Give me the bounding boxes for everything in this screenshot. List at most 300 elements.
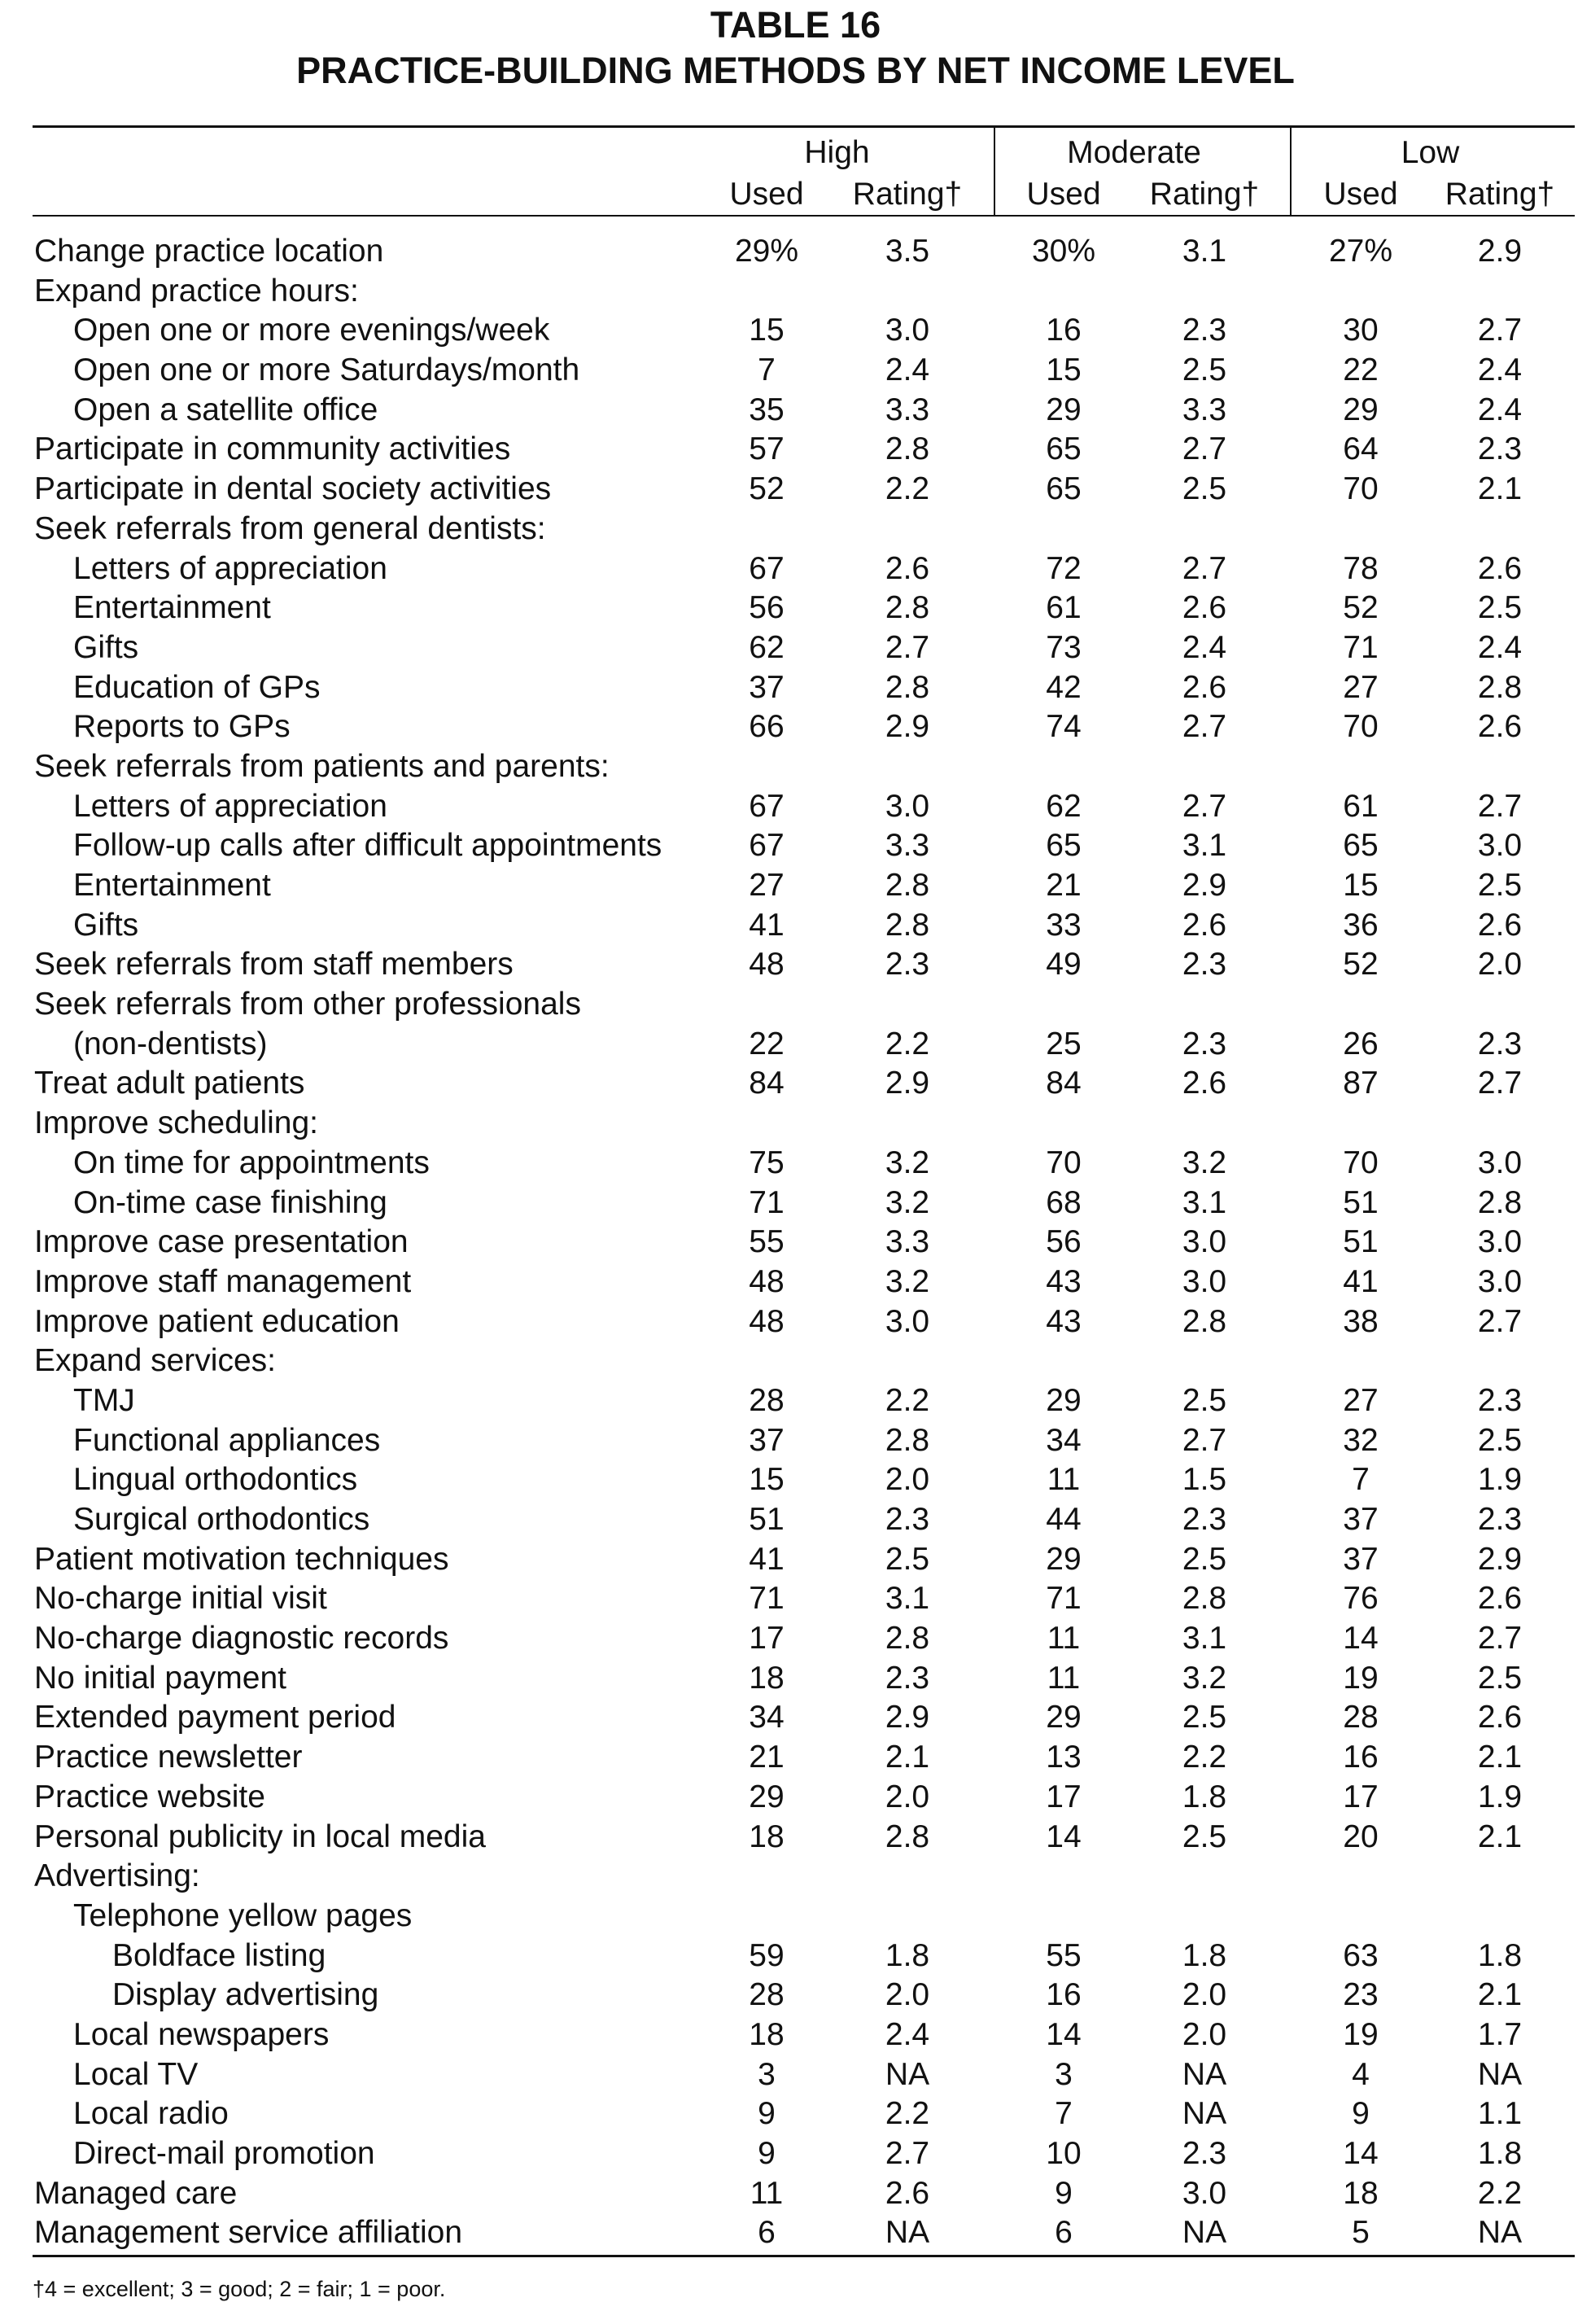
row-label: No initial payment xyxy=(34,1660,286,1696)
rating-cell: 2.2 xyxy=(1182,1740,1227,1775)
rating-cell: 1.8 xyxy=(1477,1937,1523,1973)
used-cell: 6 xyxy=(1055,2215,1073,2251)
rating-cell: 2.1 xyxy=(1477,1818,1523,1854)
table-row xyxy=(0,1144,1591,1184)
rating-cell: 2.3 xyxy=(1477,431,1523,467)
rating-cell: 2.6 xyxy=(885,2175,930,2211)
used-cell: 26 xyxy=(1343,1026,1379,1061)
used-cell: 9 xyxy=(1055,2175,1073,2211)
rating-cell: 2.5 xyxy=(1182,1382,1227,1418)
row-label: Education of GPs xyxy=(73,669,321,705)
rating-cell: 3.2 xyxy=(885,1184,930,1220)
used-cell: 37 xyxy=(749,669,785,705)
table-row xyxy=(0,628,1591,668)
table-row xyxy=(0,272,1591,312)
rating-cell: 3.0 xyxy=(885,788,930,824)
group-header-low: Low xyxy=(1401,135,1460,170)
rating-cell: 2.3 xyxy=(1182,1026,1227,1061)
used-cell: 29% xyxy=(734,234,799,269)
used-cell: 9 xyxy=(758,2136,776,2171)
table-row xyxy=(0,1500,1591,1540)
table-row xyxy=(0,1818,1591,1858)
rating-cell: 1.8 xyxy=(885,1937,930,1973)
row-label: (non-dentists) xyxy=(73,1026,268,1061)
rating-cell: 2.7 xyxy=(885,2136,930,2171)
used-cell: 56 xyxy=(749,590,785,626)
table-row xyxy=(0,787,1591,827)
used-cell: 67 xyxy=(749,550,785,586)
rating-cell: 2.7 xyxy=(1477,1303,1523,1339)
rating-cell: 2.0 xyxy=(885,1462,930,1498)
row-label: Participate in dental society activities xyxy=(34,471,552,507)
rating-cell: 2.6 xyxy=(1477,550,1523,586)
rating-cell: 2.8 xyxy=(1182,1303,1227,1339)
used-cell: 61 xyxy=(1343,788,1379,824)
rating-cell: 2.4 xyxy=(885,2016,930,2052)
rating-cell: 2.8 xyxy=(885,431,930,467)
row-label: Improve staff management xyxy=(34,1263,412,1299)
used-cell: 48 xyxy=(749,1303,785,1339)
used-cell: 28 xyxy=(1343,1700,1379,1735)
table-row xyxy=(0,2174,1591,2214)
rating-cell: NA xyxy=(885,2215,930,2251)
table-row xyxy=(0,2055,1591,2095)
rating-cell: 3.5 xyxy=(885,234,930,269)
used-cell: 65 xyxy=(1046,471,1082,507)
row-label: Local radio xyxy=(73,2096,229,2132)
used-cell: 70 xyxy=(1343,709,1379,745)
rating-cell: 2.3 xyxy=(885,947,930,983)
rating-cell: 2.7 xyxy=(1477,788,1523,824)
table-row xyxy=(0,1937,1591,1976)
used-cell: 43 xyxy=(1046,1263,1082,1299)
used-cell: 48 xyxy=(749,947,785,983)
row-label: Practice website xyxy=(34,1779,265,1814)
row-label: Management service affiliation xyxy=(34,2215,463,2251)
used-cell: 64 xyxy=(1343,431,1379,467)
row-label: Advertising: xyxy=(34,1858,200,1894)
used-cell: 23 xyxy=(1343,1977,1379,2013)
row-label: Reports to GPs xyxy=(73,709,291,745)
used-cell: 27 xyxy=(1343,669,1379,705)
used-cell: 17 xyxy=(749,1621,785,1657)
used-cell: 42 xyxy=(1046,669,1082,705)
used-cell: 55 xyxy=(749,1224,785,1260)
rating-cell: 2.5 xyxy=(1182,1700,1227,1735)
row-label: Gifts xyxy=(73,629,139,665)
used-cell: 72 xyxy=(1046,550,1082,586)
used-cell: 41 xyxy=(1343,1263,1379,1299)
rating-cell: 2.5 xyxy=(1182,1541,1227,1577)
used-cell: 48 xyxy=(749,1263,785,1299)
used-cell: 65 xyxy=(1046,828,1082,864)
row-label: Personal publicity in local media xyxy=(34,1818,486,1854)
rating-cell: 3.0 xyxy=(1182,1263,1227,1299)
rating-cell: 2.3 xyxy=(1182,2136,1227,2171)
table-row xyxy=(0,311,1591,351)
header-rule xyxy=(33,215,1575,217)
subheader-used: Used xyxy=(729,177,804,212)
table-row xyxy=(0,2134,1591,2174)
row-label: Gifts xyxy=(73,907,139,943)
used-cell: 44 xyxy=(1046,1502,1082,1537)
rating-cell: 2.7 xyxy=(885,629,930,665)
table-row xyxy=(0,866,1591,906)
subheader-rating: Rating† xyxy=(852,177,963,212)
used-cell: 27 xyxy=(1343,1382,1379,1418)
used-cell: 34 xyxy=(749,1700,785,1735)
rating-cell: 2.1 xyxy=(1477,1740,1523,1775)
rating-cell: 3.0 xyxy=(1477,1144,1523,1180)
row-label: Seek referrals from other professionals xyxy=(34,987,581,1022)
table-row xyxy=(0,985,1591,1025)
rating-cell: 2.0 xyxy=(885,1779,930,1814)
row-label: Participate in community activities xyxy=(34,431,511,467)
rating-cell: 2.1 xyxy=(885,1740,930,1775)
used-cell: 15 xyxy=(1343,868,1379,903)
rating-cell: 2.4 xyxy=(1477,352,1523,388)
top-rule xyxy=(33,125,1575,128)
used-cell: 67 xyxy=(749,828,785,864)
table-row xyxy=(0,1263,1591,1302)
rating-cell: 2.3 xyxy=(1182,1502,1227,1537)
rating-cell: 2.7 xyxy=(1477,1066,1523,1101)
rating-cell: 3.3 xyxy=(1182,392,1227,427)
rating-cell: 2.6 xyxy=(1477,1700,1523,1735)
used-cell: 14 xyxy=(1343,1621,1379,1657)
rating-cell: NA xyxy=(885,2056,930,2092)
used-cell: 33 xyxy=(1046,907,1082,943)
rating-cell: 2.6 xyxy=(1477,1581,1523,1617)
rating-cell: 3.0 xyxy=(1477,1263,1523,1299)
used-cell: 22 xyxy=(749,1026,785,1061)
table-row xyxy=(0,2094,1591,2134)
row-label: Improve scheduling: xyxy=(34,1105,319,1141)
rating-cell: 2.8 xyxy=(1477,1184,1523,1220)
used-cell: 18 xyxy=(749,2016,785,2052)
rating-cell: 2.2 xyxy=(885,2096,930,2132)
used-cell: 21 xyxy=(749,1740,785,1775)
row-label: Expand practice hours: xyxy=(34,273,359,309)
table-row xyxy=(0,1619,1591,1659)
used-cell: 7 xyxy=(758,352,776,388)
table-row xyxy=(0,1857,1591,1897)
table-row xyxy=(0,549,1591,589)
used-cell: 27% xyxy=(1328,234,1393,269)
rating-cell: 2.7 xyxy=(1477,1621,1523,1657)
used-cell: 14 xyxy=(1046,2016,1082,2052)
table-subtitle: PRACTICE-BUILDING METHODS BY NET INCOME LEVEL xyxy=(296,50,1295,91)
rating-cell: 3.1 xyxy=(1182,828,1227,864)
used-cell: 43 xyxy=(1046,1303,1082,1339)
rating-cell: 2.5 xyxy=(1477,868,1523,903)
used-cell: 87 xyxy=(1343,1066,1379,1101)
row-label: Practice newsletter xyxy=(34,1740,303,1775)
rating-cell: 2.2 xyxy=(1477,2175,1523,2211)
rating-cell: 3.0 xyxy=(885,1303,930,1339)
rating-cell: 2.8 xyxy=(885,1422,930,1458)
rating-cell: 3.0 xyxy=(885,313,930,348)
used-cell: 51 xyxy=(1343,1224,1379,1260)
used-cell: 61 xyxy=(1046,590,1082,626)
row-label: Expand services: xyxy=(34,1343,276,1379)
used-cell: 37 xyxy=(1343,1502,1379,1537)
rating-cell: 2.4 xyxy=(1477,392,1523,427)
used-cell: 51 xyxy=(1343,1184,1379,1220)
rating-cell: 3.0 xyxy=(1182,1224,1227,1260)
used-cell: 57 xyxy=(749,431,785,467)
used-cell: 10 xyxy=(1046,2136,1082,2171)
rating-cell: 2.7 xyxy=(1182,431,1227,467)
table-row xyxy=(0,1025,1591,1065)
rating-cell: 2.2 xyxy=(885,471,930,507)
used-cell: 70 xyxy=(1046,1144,1082,1180)
rating-cell: 2.3 xyxy=(1477,1502,1523,1537)
rating-cell: 2.8 xyxy=(1182,1581,1227,1617)
rating-cell: 3.1 xyxy=(1182,1184,1227,1220)
table-row xyxy=(0,1540,1591,1580)
table-row xyxy=(0,351,1591,391)
bottom-rule xyxy=(33,2255,1575,2257)
row-label: Lingual orthodontics xyxy=(73,1462,358,1498)
used-cell: 16 xyxy=(1343,1740,1379,1775)
rating-cell: 1.8 xyxy=(1182,1779,1227,1814)
rating-cell: 2.9 xyxy=(1182,868,1227,903)
row-label: Open one or more Saturdays/month xyxy=(73,352,580,388)
rating-cell: NA xyxy=(1477,2215,1523,2251)
footnote: †4 = excellent; 3 = good; 2 = fair; 1 = poor. xyxy=(33,2277,446,2301)
table-title: TABLE 16 xyxy=(710,4,881,46)
used-cell: 9 xyxy=(1352,2096,1370,2132)
used-cell: 71 xyxy=(1343,629,1379,665)
row-label: Extended payment period xyxy=(34,1700,396,1735)
used-cell: 3 xyxy=(1055,2056,1073,2092)
rating-cell: 3.2 xyxy=(1182,1144,1227,1180)
used-cell: 35 xyxy=(749,392,785,427)
used-cell: 17 xyxy=(1046,1779,1082,1814)
rating-cell: 2.7 xyxy=(1477,313,1523,348)
rating-cell: 1.7 xyxy=(1477,2016,1523,2052)
rating-cell: 2.6 xyxy=(1182,1066,1227,1101)
rating-cell: 2.8 xyxy=(885,868,930,903)
rating-cell: 3.0 xyxy=(1477,1224,1523,1260)
column-divider xyxy=(994,126,995,217)
rating-cell: 2.0 xyxy=(1182,2016,1227,2052)
used-cell: 29 xyxy=(749,1779,785,1814)
rating-cell: 2.2 xyxy=(885,1382,930,1418)
table-row xyxy=(0,1184,1591,1223)
rating-cell: 2.8 xyxy=(885,907,930,943)
used-cell: 68 xyxy=(1046,1184,1082,1220)
table-row xyxy=(0,945,1591,985)
table-row xyxy=(0,1460,1591,1500)
rating-cell: 2.0 xyxy=(1477,947,1523,983)
rating-cell: 2.3 xyxy=(1182,947,1227,983)
row-label: Change practice location xyxy=(34,234,384,269)
table-row xyxy=(0,1381,1591,1421)
rating-cell: 3.2 xyxy=(885,1144,930,1180)
rating-cell: 2.5 xyxy=(1477,590,1523,626)
used-cell: 3 xyxy=(758,2056,776,2092)
used-cell: 41 xyxy=(749,907,785,943)
used-cell: 56 xyxy=(1046,1224,1082,1260)
rating-cell: 3.3 xyxy=(885,1224,930,1260)
used-cell: 16 xyxy=(1046,1977,1082,2013)
used-cell: 62 xyxy=(749,629,785,665)
used-cell: 16 xyxy=(1046,313,1082,348)
rating-cell: 2.8 xyxy=(885,1621,930,1657)
rating-cell: 1.9 xyxy=(1477,1462,1523,1498)
rating-cell: 3.1 xyxy=(885,1581,930,1617)
row-label: Improve case presentation xyxy=(34,1224,409,1260)
table-row xyxy=(0,232,1591,272)
table-row xyxy=(0,1302,1591,1342)
table-row xyxy=(0,1778,1591,1818)
rating-cell: 2.6 xyxy=(1182,907,1227,943)
used-cell: 59 xyxy=(749,1937,785,1973)
table-row xyxy=(0,1341,1591,1381)
row-label: Follow-up calls after difficult appointments xyxy=(73,828,662,864)
used-cell: 19 xyxy=(1343,1660,1379,1696)
row-label: No-charge initial visit xyxy=(34,1581,327,1617)
row-label: Direct-mail promotion xyxy=(73,2136,375,2171)
rating-cell: 2.9 xyxy=(885,1700,930,1735)
used-cell: 30 xyxy=(1343,313,1379,348)
used-cell: 51 xyxy=(749,1502,785,1537)
used-cell: 71 xyxy=(1046,1581,1082,1617)
row-label: Managed care xyxy=(34,2175,238,2211)
used-cell: 29 xyxy=(1343,392,1379,427)
table-row xyxy=(0,470,1591,510)
rating-cell: 2.5 xyxy=(1477,1660,1523,1696)
rating-cell: 3.3 xyxy=(885,392,930,427)
row-label: TMJ xyxy=(73,1382,135,1418)
rating-cell: 2.4 xyxy=(1182,629,1227,665)
table-row xyxy=(0,668,1591,708)
rating-cell: 2.6 xyxy=(1477,709,1523,745)
rating-cell: 2.5 xyxy=(1182,1818,1227,1854)
rating-cell: NA xyxy=(1182,2215,1227,2251)
used-cell: 37 xyxy=(749,1422,785,1458)
used-cell: 70 xyxy=(1343,1144,1379,1180)
used-cell: 52 xyxy=(1343,947,1379,983)
used-cell: 65 xyxy=(1343,828,1379,864)
used-cell: 29 xyxy=(1046,1541,1082,1577)
rating-cell: 2.4 xyxy=(1477,629,1523,665)
table-row xyxy=(0,430,1591,470)
table-row xyxy=(0,2213,1591,2253)
used-cell: 13 xyxy=(1046,1740,1082,1775)
rating-cell: 2.9 xyxy=(885,1066,930,1101)
used-cell: 15 xyxy=(749,1462,785,1498)
rating-cell: 2.8 xyxy=(1477,669,1523,705)
used-cell: 52 xyxy=(1343,590,1379,626)
row-label: Letters of appreciation xyxy=(73,550,387,586)
row-label: Seek referrals from patients and parents: xyxy=(34,748,610,784)
rating-cell: 2.5 xyxy=(885,1541,930,1577)
used-cell: 29 xyxy=(1046,392,1082,427)
rating-cell: 2.2 xyxy=(885,1026,930,1061)
used-cell: 52 xyxy=(749,471,785,507)
rating-cell: NA xyxy=(1477,2056,1523,2092)
rating-cell: 2.3 xyxy=(1477,1382,1523,1418)
row-label: Patient motivation techniques xyxy=(34,1541,449,1577)
table-row xyxy=(0,747,1591,787)
rating-cell: 2.6 xyxy=(1182,669,1227,705)
group-header-moderate: Moderate xyxy=(1067,135,1201,170)
rating-cell: 2.5 xyxy=(1477,1422,1523,1458)
used-cell: 27 xyxy=(749,868,785,903)
used-cell: 18 xyxy=(749,1818,785,1854)
table-row xyxy=(0,1421,1591,1461)
used-cell: 28 xyxy=(749,1977,785,2013)
row-label: Letters of appreciation xyxy=(73,788,387,824)
row-label: Open a satellite office xyxy=(73,392,378,427)
used-cell: 78 xyxy=(1343,550,1379,586)
table-row xyxy=(0,1223,1591,1263)
table-body xyxy=(0,232,1591,2253)
rating-cell: 1.5 xyxy=(1182,1462,1227,1498)
rating-cell: NA xyxy=(1182,2056,1227,2092)
rating-cell: 2.8 xyxy=(885,669,930,705)
used-cell: 15 xyxy=(749,313,785,348)
used-cell: 67 xyxy=(749,788,785,824)
rating-cell: 3.0 xyxy=(1182,2175,1227,2211)
rating-cell: 2.3 xyxy=(885,1502,930,1537)
rating-cell: 2.3 xyxy=(1182,313,1227,348)
table-row xyxy=(0,826,1591,866)
rating-cell: 3.1 xyxy=(1182,1621,1227,1657)
used-cell: 66 xyxy=(749,709,785,745)
row-label: Local newspapers xyxy=(73,2016,330,2052)
subheader-used: Used xyxy=(1323,177,1398,212)
used-cell: 74 xyxy=(1046,709,1082,745)
used-cell: 7 xyxy=(1055,2096,1073,2132)
row-label: Open one or more evenings/week xyxy=(73,313,550,348)
rating-cell: 2.9 xyxy=(1477,234,1523,269)
rating-cell: 3.3 xyxy=(885,828,930,864)
rating-cell: 2.8 xyxy=(885,590,930,626)
used-cell: 22 xyxy=(1343,352,1379,388)
rating-cell: 2.9 xyxy=(1477,1541,1523,1577)
table-row xyxy=(0,1064,1591,1104)
used-cell: 76 xyxy=(1343,1581,1379,1617)
rating-cell: 2.1 xyxy=(1477,1977,1523,2013)
row-label: Surgical orthodontics xyxy=(73,1502,370,1537)
rating-cell: 3.2 xyxy=(885,1263,930,1299)
used-cell: 71 xyxy=(749,1184,785,1220)
used-cell: 5 xyxy=(1352,2215,1370,2251)
used-cell: 30% xyxy=(1031,234,1096,269)
row-label: Functional appliances xyxy=(73,1422,381,1458)
used-cell: 28 xyxy=(749,1382,785,1418)
used-cell: 62 xyxy=(1046,788,1082,824)
used-cell: 70 xyxy=(1343,471,1379,507)
table-row xyxy=(0,589,1591,628)
rating-cell: 2.6 xyxy=(1477,907,1523,943)
used-cell: 14 xyxy=(1343,2136,1379,2171)
used-cell: 29 xyxy=(1046,1382,1082,1418)
rating-cell: 2.8 xyxy=(885,1818,930,1854)
table-row xyxy=(0,2015,1591,2055)
rating-cell: 2.0 xyxy=(1182,1977,1227,2013)
table-row xyxy=(0,1897,1591,1937)
used-cell: 6 xyxy=(758,2215,776,2251)
rating-cell: 2.7 xyxy=(1182,550,1227,586)
used-cell: 19 xyxy=(1343,2016,1379,2052)
used-cell: 34 xyxy=(1046,1422,1082,1458)
rating-cell: 2.7 xyxy=(1182,709,1227,745)
